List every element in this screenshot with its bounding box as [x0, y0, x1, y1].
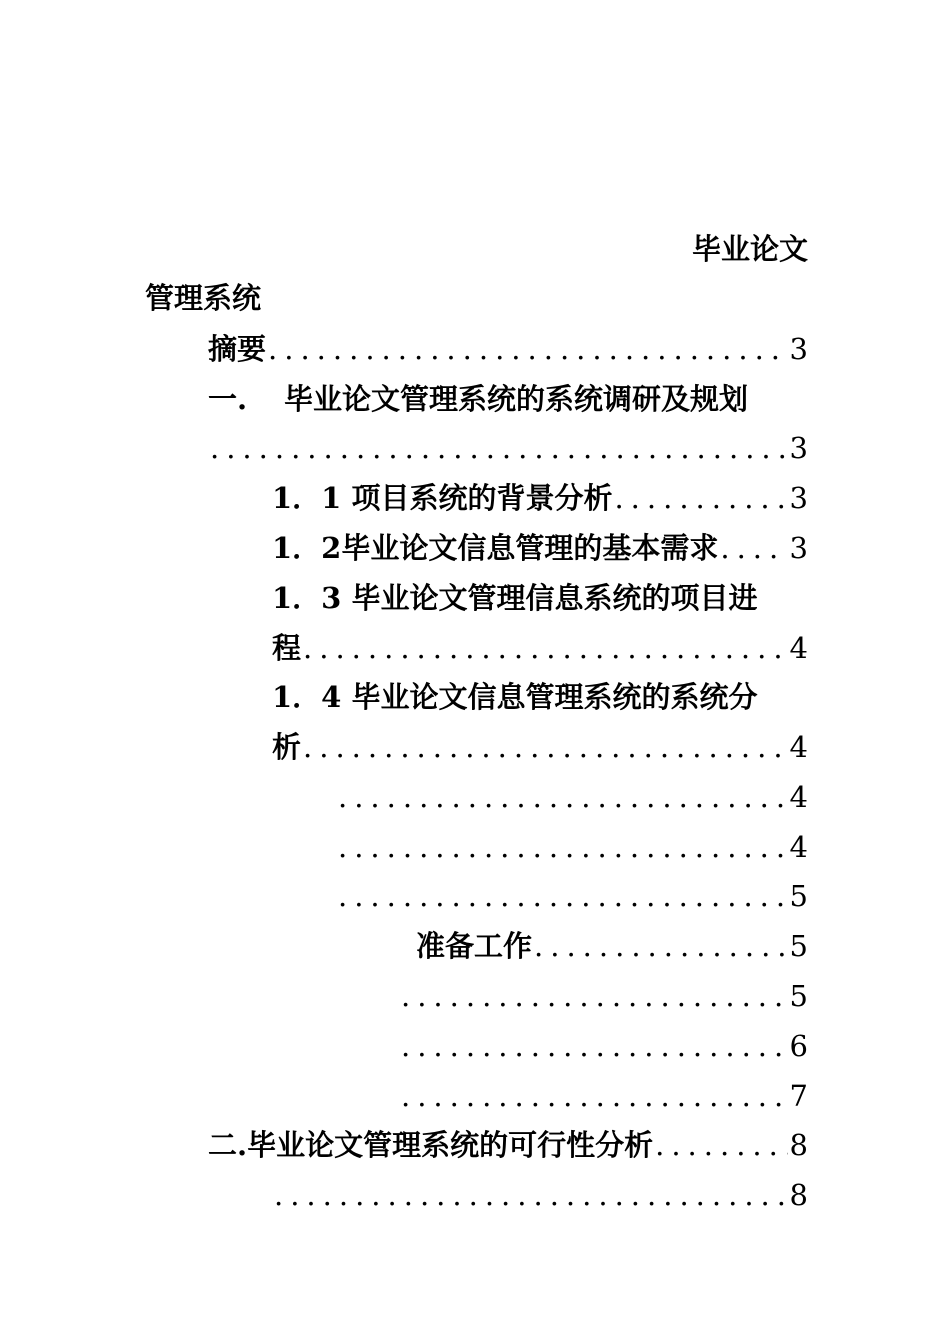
toc-page-number: 5 [789, 979, 808, 1013]
toc-leader [208, 428, 788, 468]
toc-entry-1-3[interactable] [272, 578, 808, 618]
toc-page-number: 3 [789, 332, 808, 366]
toc-leader [336, 876, 788, 916]
toc-leader [532, 926, 788, 966]
title-text-2: 管理系统 [145, 281, 262, 315]
toc-label: 1．3 毕业论文管理信息系统的项目进 [272, 581, 758, 615]
chapter-number: 二. [208, 1128, 248, 1162]
toc-label-cont: 析 [272, 730, 302, 764]
title-text: 毕业论文 [691, 232, 808, 266]
toc-entry-1-1[interactable] [272, 478, 808, 518]
toc-page-number: 4 [789, 830, 808, 864]
toc-entry-chapter-2[interactable] [208, 1125, 808, 1165]
toc-label: 1．1 项目系统的背景分析 [272, 481, 613, 515]
toc-page-number: 6 [789, 1029, 808, 1063]
toc-leader [301, 727, 788, 767]
toc-page-number: 4 [789, 631, 808, 665]
toc-leader [336, 777, 788, 817]
toc-page-number: 3 [789, 431, 808, 465]
toc-entry-chapter-1-leader [208, 428, 808, 468]
toc-entry-1-2[interactable] [272, 528, 808, 568]
toc-leader [272, 1175, 788, 1215]
toc-leader [266, 329, 788, 369]
toc-entry-blank[interactable] [399, 1026, 808, 1066]
toc-entry-1-4-cont [272, 727, 808, 767]
toc-entry-1-3-cont [272, 628, 808, 668]
toc-leader [301, 628, 788, 668]
chapter-title: 毕业论文管理系统的可行性分析 [247, 1128, 654, 1162]
toc-entry-chapter-1[interactable] [208, 379, 808, 419]
toc-label: 摘要 [208, 332, 267, 366]
toc-label: 1．2毕业论文信息管理的基本需求 [272, 531, 719, 565]
toc-label-cont: 程 [272, 631, 302, 665]
toc-page-number: 4 [789, 780, 808, 814]
toc-entry-blank[interactable] [399, 976, 808, 1016]
toc-leader [399, 1076, 788, 1116]
toc-leader [399, 1026, 788, 1066]
toc-leader [399, 976, 788, 1016]
toc-leader [653, 1125, 787, 1165]
toc-page-number: 4 [789, 730, 808, 764]
toc-entry-blank[interactable] [336, 876, 808, 916]
toc-entry-blank[interactable] [336, 827, 808, 867]
toc-page-number: 3 [789, 481, 808, 515]
document-title-line2 [145, 278, 808, 318]
toc-page-number: 5 [789, 879, 808, 913]
toc-leader [718, 528, 787, 568]
chapter-title: 毕业论文管理系统的系统调研及规划 [284, 382, 749, 416]
toc-entry-blank[interactable] [336, 777, 808, 817]
toc-page-number: 3 [789, 531, 808, 565]
toc-page-number: 8 [789, 1178, 808, 1212]
toc-label: 1．4 毕业论文信息管理系统的系统分 [272, 680, 758, 714]
toc-entry-blank[interactable] [272, 1175, 808, 1215]
toc-entry-preparation[interactable] [416, 926, 808, 966]
toc-entry-1-4[interactable] [272, 677, 808, 717]
document-title-line1 [600, 229, 808, 269]
chapter-number: 一. [208, 382, 248, 416]
toc-page-number: 7 [789, 1079, 808, 1113]
toc-leader [612, 478, 787, 518]
toc-page-number: 8 [789, 1128, 808, 1162]
toc-entry-blank[interactable] [399, 1076, 808, 1116]
toc-page-number: 5 [789, 929, 808, 963]
toc-entry-abstract[interactable] [208, 329, 808, 369]
toc-leader [336, 827, 788, 867]
toc-label: 准备工作 [416, 929, 533, 963]
